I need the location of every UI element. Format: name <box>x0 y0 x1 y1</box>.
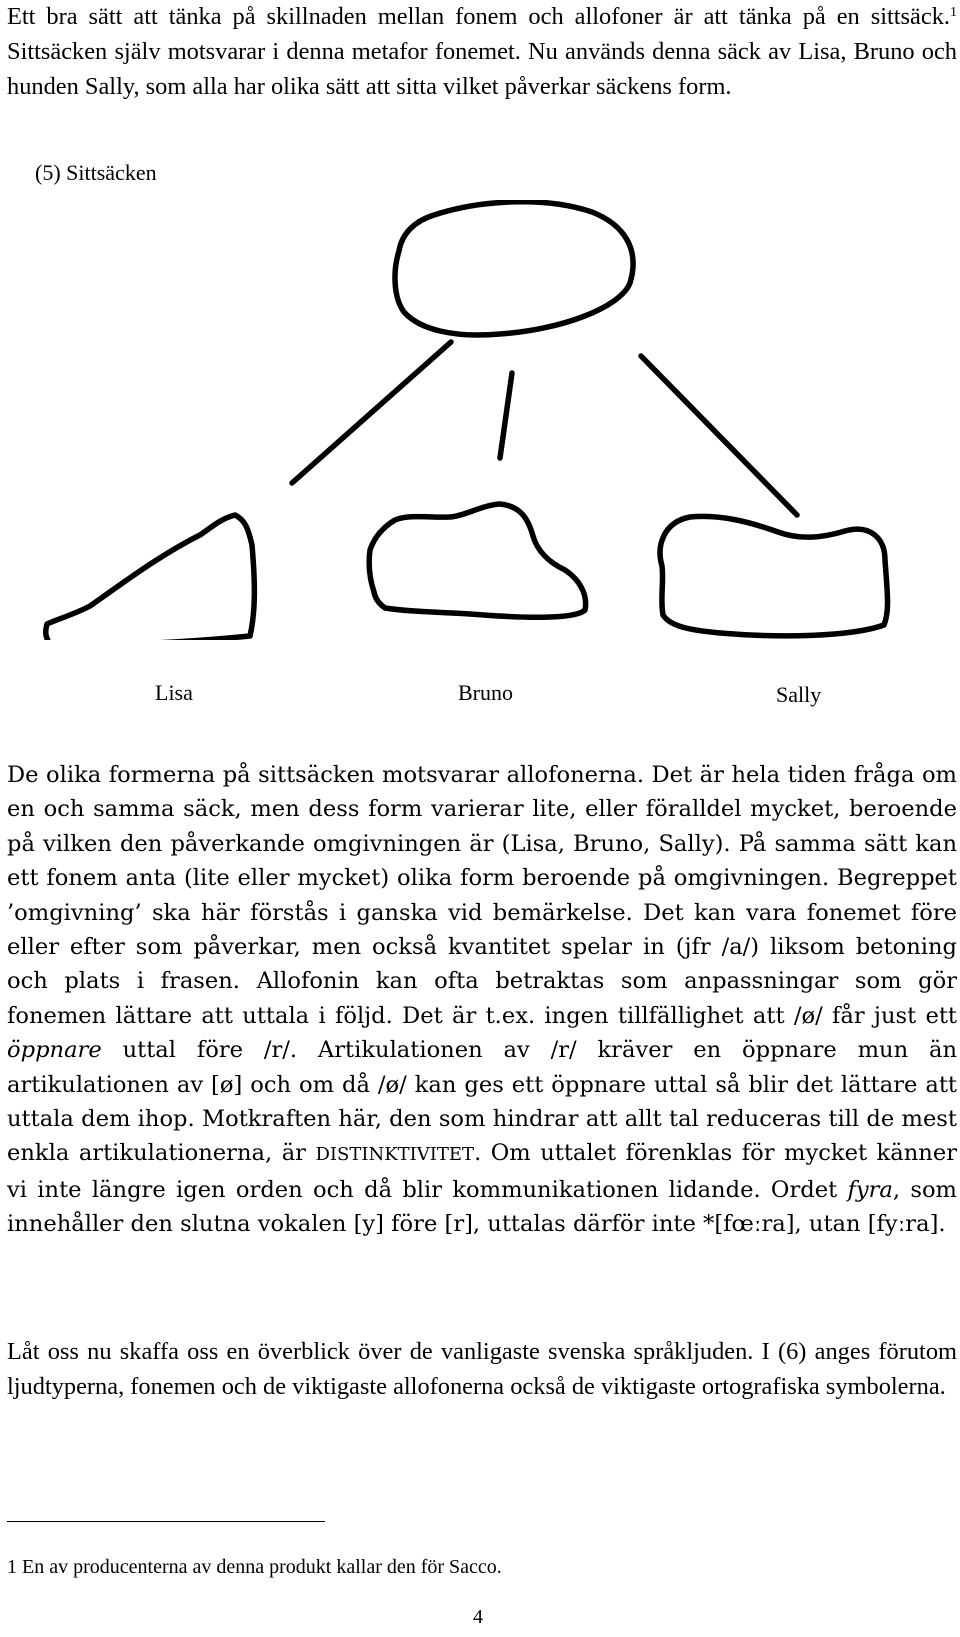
connector-sally <box>641 356 797 515</box>
footnote-text: En av producenterna av denna produkt kallar den för Sacco. <box>17 1556 502 1578</box>
overview-paragraph: Låt oss nu skaffa oss en överblick över de vanligaste svenska språkljuden. I (6) anges förutom ljudtyperna, fonemen och de viktigaste allofonerna också de viktigaste ortografiska symbolerna. <box>7 1338 957 1400</box>
footnote <box>7 1554 502 1580</box>
main-text-2: uttal före /r/. Artikulationen av /r/ kräver en öppnare mun än artikulationen av [ø] och om då /ø/ kan ges ett öppnare uttal så blir det lättare att uttala dem ihop. Motkraften här, den som hindrar att allt tal reduceras till de mest enkla artikulationerna, är <box>7 1037 957 1167</box>
beanbag-bruno-shape <box>369 504 585 617</box>
connector-lisa <box>292 342 451 483</box>
italic-fyra: fyra <box>847 1176 893 1203</box>
footnote-reference[interactable]: 1 <box>950 5 957 20</box>
label-sally: Sally <box>776 682 822 707</box>
connector-bruno <box>500 373 512 458</box>
intro-text-continued: Sittsäcken själv motsvarar i denna metafor fonemet. Nu används denna säck av Lisa, Bruno och hunden Sally, som alla har olika sätt att sitta vilket påverkar säckens form. <box>7 38 957 100</box>
label-bruno: Bruno <box>458 680 513 705</box>
page-number: 4 <box>473 1606 483 1628</box>
intro-paragraph <box>7 0 957 104</box>
intro-text: Ett bra sätt att tänka på skillnaden mellan fonem och allofoner är att tänka på en sittsäck. <box>7 3 950 30</box>
beanbag-fonem-shape <box>395 202 633 335</box>
example-label: (5) Sittsäcken <box>35 160 157 185</box>
italic-oppnare: öppnare <box>7 1037 102 1064</box>
main-paragraph <box>7 758 957 1242</box>
footnote-separator <box>7 1521 325 1522</box>
footnote-number: 1 <box>7 1556 17 1578</box>
main-text-1: De olika formerna på sittsäcken motsvarar allofonerna. Det är hela tiden fråga om en och samma säck, men dess form varierar lite, eller föralldel mycket, beroende på vilken den påverkande omgivningen är (Lisa, Bruno, Sally). På samma sätt kan ett fonem anta (lite eller mycket) olika form beroende på omgivningen. Begreppet ’omgivning’ ska här förstås i ganska vid bemärkelse. Det kan vara fonemet före eller efter som påverkar, men också kvantitet spelar in (jfr /a/) liksom betoning och plats i frasen. Allofonin kan ofta betraktas som anpassningar som gör fonemen lättare att uttala i följd. Det är t.ex. ingen tillfällighet att /ø/ får just ett <box>7 762 957 1029</box>
main-text-3: . Om uttalet förenklas för mycket känner vi inte längre igen orden och då blir kommunikationen lidande. Ordet <box>7 1140 957 1203</box>
beanbag-diagram <box>0 200 960 640</box>
label-lisa: Lisa <box>155 680 193 705</box>
beanbag-lisa-shape <box>46 515 255 640</box>
term-distinktivitet: DISTINKTIVITET <box>315 1144 475 1166</box>
beanbag-sally-shape <box>660 516 887 635</box>
main-text-4: , som innehåller den slutna vokalen [y] före [r], uttalas därför inte *[fœːra], utan [fyːra]. <box>7 1176 957 1238</box>
